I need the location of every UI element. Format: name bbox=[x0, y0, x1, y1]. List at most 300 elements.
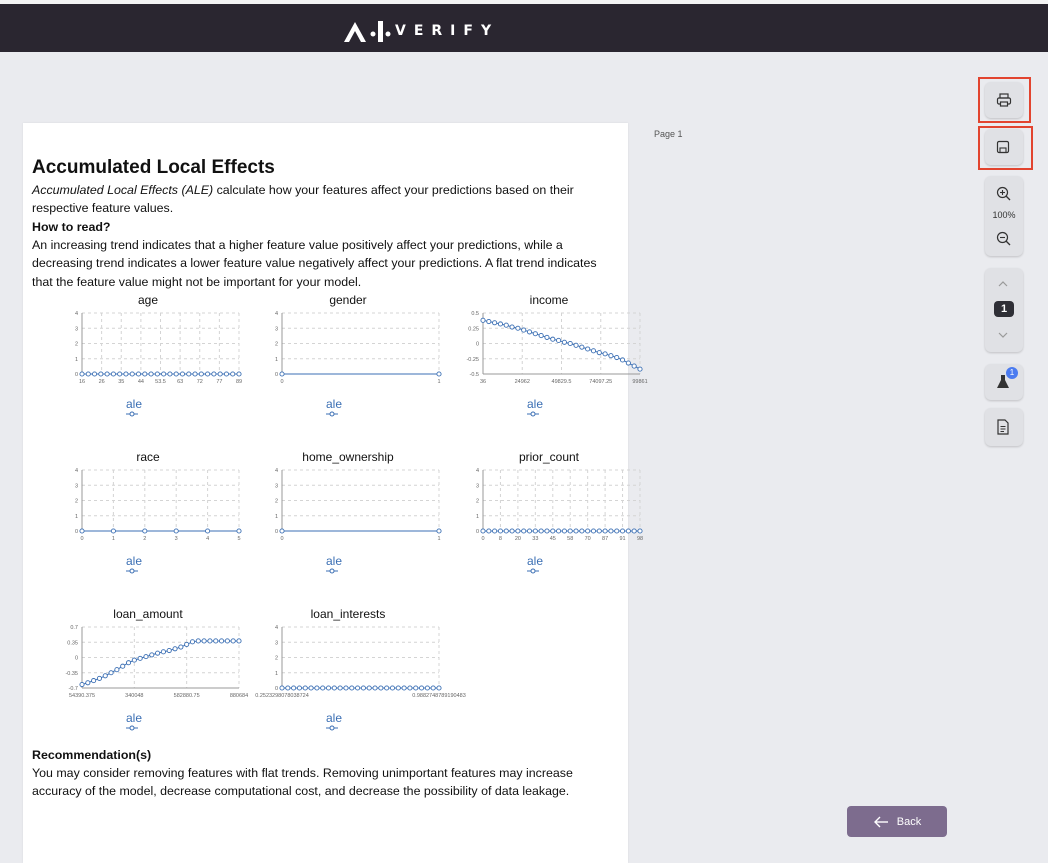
data-point bbox=[190, 640, 194, 644]
y-tick-label: 1 bbox=[475, 513, 479, 520]
data-point bbox=[493, 321, 497, 325]
data-point bbox=[237, 639, 241, 643]
data-point bbox=[202, 639, 206, 643]
data-point bbox=[632, 529, 636, 533]
printer-icon bbox=[996, 93, 1012, 107]
data-point bbox=[196, 639, 200, 643]
chevron-down-icon[interactable] bbox=[996, 331, 1010, 339]
data-point bbox=[86, 681, 90, 685]
legend-label: ale bbox=[527, 554, 544, 568]
data-point bbox=[609, 354, 613, 358]
data-point bbox=[522, 328, 526, 332]
chart-legend[interactable] bbox=[126, 554, 142, 568]
x-tick-label: 0.2523298078038724 bbox=[255, 693, 309, 699]
chart-legend[interactable] bbox=[126, 397, 142, 411]
chart-legend[interactable] bbox=[326, 397, 342, 411]
save-button[interactable] bbox=[985, 129, 1023, 165]
y-tick-label: -0.35 bbox=[65, 670, 78, 677]
how-to-read-heading: How to read? bbox=[32, 220, 111, 234]
data-point bbox=[80, 372, 84, 376]
tests-button[interactable] bbox=[985, 364, 1023, 400]
y-tick-label: 0 bbox=[74, 372, 78, 378]
data-point bbox=[280, 372, 284, 376]
y-tick-label: -0.5 bbox=[469, 372, 479, 378]
x-tick-label: 5 bbox=[237, 536, 241, 542]
data-point bbox=[208, 639, 212, 643]
data-point bbox=[86, 372, 90, 376]
chart-title: age bbox=[137, 293, 159, 307]
data-point bbox=[597, 351, 601, 355]
y-tick-label: 1 bbox=[74, 513, 78, 520]
data-point bbox=[487, 319, 491, 323]
data-point bbox=[150, 653, 154, 657]
brand-name: VERIFY bbox=[395, 23, 500, 39]
data-point bbox=[124, 372, 128, 376]
x-tick-label: 33 bbox=[532, 536, 539, 542]
data-point bbox=[109, 671, 113, 675]
data-point bbox=[597, 529, 601, 533]
x-tick-label: 63 bbox=[177, 379, 184, 385]
data-point bbox=[586, 347, 590, 351]
data-point bbox=[632, 364, 636, 368]
data-point bbox=[338, 686, 342, 690]
data-point bbox=[173, 647, 177, 651]
chart-title: race bbox=[136, 450, 160, 464]
y-tick-label: 3 bbox=[274, 640, 278, 647]
x-tick-label: 49829.5 bbox=[551, 379, 572, 385]
y-tick-label: 1 bbox=[274, 513, 278, 520]
chart-legend[interactable] bbox=[527, 397, 543, 411]
legend-label: ale bbox=[326, 554, 343, 568]
y-tick-label: 3 bbox=[74, 326, 78, 333]
data-point bbox=[402, 686, 406, 690]
zoom-in-icon[interactable] bbox=[996, 186, 1011, 201]
x-tick-label: 36 bbox=[479, 379, 487, 385]
chart-race bbox=[48, 450, 248, 590]
data-point bbox=[527, 330, 531, 334]
chart-plot bbox=[449, 307, 649, 387]
data-point bbox=[562, 340, 566, 344]
page-navigator bbox=[985, 268, 1023, 352]
data-point bbox=[179, 645, 183, 649]
data-point bbox=[97, 676, 101, 680]
data-point bbox=[218, 372, 222, 376]
data-point bbox=[379, 686, 383, 690]
y-tick-label: 2 bbox=[74, 341, 78, 348]
data-point bbox=[126, 661, 130, 665]
data-point bbox=[206, 372, 210, 376]
data-point bbox=[155, 651, 159, 655]
data-point bbox=[510, 325, 514, 329]
data-point bbox=[136, 372, 140, 376]
data-point bbox=[580, 345, 584, 349]
data-point bbox=[303, 686, 307, 690]
legend-marker-icon bbox=[126, 568, 138, 574]
y-tick-label: 2 bbox=[74, 498, 78, 505]
x-tick-label: 0 bbox=[280, 379, 284, 385]
data-point bbox=[297, 686, 301, 690]
legend-label: ale bbox=[126, 397, 143, 411]
x-tick-label: 45 bbox=[549, 536, 556, 542]
data-point bbox=[487, 529, 491, 533]
save-icon bbox=[996, 140, 1010, 154]
x-tick-label: 582880.75 bbox=[173, 693, 200, 699]
x-tick-label: 3 bbox=[174, 536, 178, 542]
back-button[interactable] bbox=[847, 806, 947, 837]
x-tick-label: 54390.375 bbox=[69, 693, 95, 699]
data-point bbox=[121, 664, 125, 668]
y-tick-label: 1 bbox=[74, 356, 78, 363]
data-point bbox=[231, 372, 235, 376]
data-point bbox=[292, 686, 296, 690]
chart-title: loan_interests bbox=[310, 607, 386, 621]
data-point bbox=[516, 529, 520, 533]
chart-loan-interests bbox=[248, 607, 466, 747]
intro-term: Accumulated Local Effects (ALE) bbox=[32, 183, 214, 197]
x-tick-label: 0 bbox=[481, 536, 485, 542]
data-point bbox=[332, 686, 336, 690]
chart-plot bbox=[48, 621, 248, 701]
legend-marker-icon bbox=[126, 725, 138, 731]
y-tick-label: 4 bbox=[274, 625, 278, 631]
y-tick-label: 0 bbox=[74, 655, 78, 662]
x-tick-label: 1 bbox=[111, 536, 115, 542]
data-point bbox=[144, 655, 148, 659]
data-point bbox=[481, 529, 485, 533]
data-point bbox=[498, 322, 502, 326]
data-point bbox=[111, 529, 115, 533]
data-point bbox=[367, 686, 371, 690]
brand-logo bbox=[343, 18, 499, 44]
data-point bbox=[527, 529, 531, 533]
data-point bbox=[92, 372, 96, 376]
x-tick-label: 35 bbox=[118, 379, 125, 385]
data-point bbox=[533, 332, 537, 336]
x-tick-label: 0 bbox=[80, 536, 84, 542]
data-point bbox=[556, 529, 560, 533]
y-tick-label: 0 bbox=[274, 686, 278, 692]
chart-legend[interactable] bbox=[326, 711, 342, 725]
recommendation-body: You may consider removing features with flat trends. Removing unimportant features may increase accuracy of the model, decrease computational cost, and decrease the possibility of data leakage. bbox=[32, 766, 573, 799]
chart-plot bbox=[248, 621, 466, 701]
x-tick-label: 1 bbox=[437, 379, 441, 385]
data-point bbox=[516, 326, 520, 330]
x-tick-label: 44 bbox=[137, 379, 144, 385]
y-tick-label: 4 bbox=[274, 311, 278, 317]
print-button[interactable] bbox=[985, 82, 1023, 118]
zoom-level: 100% bbox=[992, 210, 1016, 220]
data-point bbox=[620, 529, 624, 533]
chart-loan-amount bbox=[48, 607, 248, 747]
x-tick-label: 91 bbox=[619, 536, 626, 542]
page-title: Accumulated Local Effects bbox=[32, 157, 275, 178]
y-tick-label: 4 bbox=[475, 468, 479, 474]
y-tick-label: 1 bbox=[274, 670, 278, 677]
data-point bbox=[539, 529, 543, 533]
data-point bbox=[237, 372, 241, 376]
intro-text bbox=[32, 181, 617, 218]
data-point bbox=[231, 639, 235, 643]
data-point bbox=[638, 367, 642, 371]
document-button[interactable] bbox=[985, 408, 1023, 446]
recommendation-heading: Recommendation(s) bbox=[32, 748, 152, 762]
chart-plot bbox=[48, 307, 248, 387]
legend-marker-icon bbox=[326, 725, 338, 731]
data-point bbox=[143, 372, 147, 376]
tests-badge: 1 bbox=[1006, 367, 1018, 379]
legend-marker-icon bbox=[326, 568, 338, 574]
data-point bbox=[493, 529, 497, 533]
data-point bbox=[609, 529, 613, 533]
data-point bbox=[437, 372, 441, 376]
x-tick-label: 26 bbox=[98, 379, 105, 385]
chart-legend[interactable] bbox=[527, 554, 543, 568]
data-point bbox=[80, 529, 84, 533]
x-tick-label: 24962 bbox=[514, 379, 530, 385]
x-tick-label: 0 bbox=[280, 536, 284, 542]
back-label: Back bbox=[896, 815, 922, 828]
chart-income bbox=[449, 293, 649, 433]
x-tick-label: 58 bbox=[567, 536, 574, 542]
data-point bbox=[80, 682, 84, 686]
y-tick-label: 4 bbox=[274, 468, 278, 474]
chevron-up-icon[interactable] bbox=[996, 280, 1010, 288]
data-point bbox=[586, 529, 590, 533]
chart-legend[interactable] bbox=[326, 554, 342, 568]
y-tick-label: 3 bbox=[274, 326, 278, 333]
data-point bbox=[350, 686, 354, 690]
data-point bbox=[286, 686, 290, 690]
data-point bbox=[326, 686, 330, 690]
data-point bbox=[533, 529, 537, 533]
data-point bbox=[149, 372, 153, 376]
data-point bbox=[425, 686, 429, 690]
data-point bbox=[199, 372, 203, 376]
x-tick-label: 99861 bbox=[632, 379, 648, 385]
y-tick-label: 1 bbox=[274, 356, 278, 363]
data-point bbox=[224, 372, 228, 376]
data-point bbox=[187, 372, 191, 376]
data-point bbox=[219, 639, 223, 643]
y-tick-label: 3 bbox=[74, 483, 78, 490]
x-tick-label: 89 bbox=[235, 379, 243, 385]
y-tick-label: 2 bbox=[274, 655, 278, 662]
data-point bbox=[105, 372, 109, 376]
y-tick-label: 3 bbox=[274, 483, 278, 490]
zoom-out-icon[interactable] bbox=[996, 231, 1011, 246]
legend-marker-icon bbox=[527, 411, 539, 417]
data-point bbox=[626, 529, 630, 533]
legend-marker-icon bbox=[126, 411, 138, 417]
data-point bbox=[237, 529, 241, 533]
legend-label: ale bbox=[326, 711, 343, 725]
legend-marker-icon bbox=[326, 411, 338, 417]
page-label: Page 1 bbox=[654, 129, 683, 139]
data-point bbox=[355, 686, 359, 690]
data-point bbox=[545, 335, 549, 339]
x-tick-label: 1 bbox=[437, 536, 441, 542]
chart-plot bbox=[248, 307, 448, 387]
data-point bbox=[115, 668, 119, 672]
data-point bbox=[498, 529, 502, 533]
y-tick-label: 2 bbox=[475, 498, 479, 505]
x-tick-label: 72 bbox=[196, 379, 203, 385]
x-tick-label: 2 bbox=[143, 536, 147, 542]
data-point bbox=[130, 372, 134, 376]
data-point bbox=[396, 686, 400, 690]
y-tick-label: 0 bbox=[74, 529, 78, 535]
y-tick-label: 2 bbox=[274, 341, 278, 348]
data-point bbox=[510, 529, 514, 533]
x-tick-label: 20 bbox=[514, 536, 521, 542]
zoom-controls bbox=[985, 176, 1023, 256]
y-tick-label: 0.35 bbox=[67, 640, 78, 647]
legend-label: ale bbox=[326, 397, 343, 411]
report-page bbox=[23, 123, 648, 863]
data-point bbox=[481, 318, 485, 322]
data-point bbox=[551, 529, 555, 533]
legend-label: ale bbox=[126, 711, 143, 725]
x-tick-label: 880684 bbox=[229, 693, 249, 699]
chart-legend[interactable] bbox=[126, 711, 142, 725]
data-point bbox=[551, 337, 555, 341]
data-point bbox=[180, 372, 184, 376]
data-point bbox=[522, 529, 526, 533]
data-point bbox=[138, 656, 142, 660]
data-point bbox=[161, 650, 165, 654]
chart-title: prior_count bbox=[518, 450, 580, 464]
data-point bbox=[167, 648, 171, 652]
data-point bbox=[431, 686, 435, 690]
data-point bbox=[321, 686, 325, 690]
data-point bbox=[504, 323, 508, 327]
x-tick-label: 53.5 bbox=[155, 379, 166, 385]
y-tick-label: 0.7 bbox=[70, 625, 78, 631]
data-point bbox=[143, 529, 147, 533]
y-tick-label: 0 bbox=[475, 341, 479, 348]
current-page: 1 bbox=[994, 301, 1014, 317]
data-point bbox=[562, 529, 566, 533]
data-point bbox=[615, 355, 619, 359]
y-tick-label: 4 bbox=[74, 468, 78, 474]
data-point bbox=[580, 529, 584, 533]
x-tick-label: 8 bbox=[498, 536, 502, 542]
how-to-read-body: An increasing trend indicates that a higher feature value positively affect your predictions, while a decreasing trend indicates a lower feature value negatively affect your predictions. A flat trend indicates that the feature value might not be important for your model. bbox=[32, 238, 597, 289]
x-tick-label: 0.9882748789190483 bbox=[412, 693, 466, 699]
data-point bbox=[626, 361, 630, 365]
data-point bbox=[504, 529, 508, 533]
data-point bbox=[419, 686, 423, 690]
data-point bbox=[185, 642, 189, 646]
data-point bbox=[111, 372, 115, 376]
intro-rest: calculate how your features affect your predictions based on their respective feature values. bbox=[32, 183, 574, 216]
chart-title: home_ownership bbox=[302, 450, 394, 464]
legend-label: ale bbox=[126, 554, 143, 568]
data-point bbox=[212, 372, 216, 376]
x-tick-label: 4 bbox=[206, 536, 210, 542]
x-tick-label: 87 bbox=[602, 536, 609, 542]
data-point bbox=[193, 372, 197, 376]
data-point bbox=[603, 352, 607, 356]
data-point bbox=[615, 529, 619, 533]
data-point bbox=[638, 529, 642, 533]
arrow-left-icon bbox=[873, 816, 889, 828]
data-point bbox=[280, 529, 284, 533]
data-point bbox=[414, 686, 418, 690]
data-point bbox=[168, 372, 172, 376]
chart-age bbox=[48, 293, 248, 433]
data-point bbox=[390, 686, 394, 690]
data-point bbox=[280, 686, 284, 690]
y-tick-label: 3 bbox=[475, 483, 479, 490]
app-header bbox=[0, 4, 1048, 52]
data-point bbox=[214, 639, 218, 643]
data-point bbox=[574, 343, 578, 347]
y-tick-label: 4 bbox=[74, 311, 78, 317]
y-tick-label: 0 bbox=[274, 372, 278, 378]
data-point bbox=[574, 529, 578, 533]
chart-prior-count bbox=[449, 450, 649, 590]
data-point bbox=[309, 686, 313, 690]
data-point bbox=[591, 349, 595, 353]
data-point bbox=[603, 529, 607, 533]
x-tick-label: 77 bbox=[216, 379, 223, 385]
data-point bbox=[162, 372, 166, 376]
chart-title: gender bbox=[329, 293, 367, 307]
data-point bbox=[568, 341, 572, 345]
data-point bbox=[206, 529, 210, 533]
y-tick-label: 0 bbox=[274, 529, 278, 535]
y-tick-label: -0.7 bbox=[68, 686, 78, 692]
data-point bbox=[174, 372, 178, 376]
x-tick-label: 340048 bbox=[125, 693, 144, 699]
data-point bbox=[174, 529, 178, 533]
data-point bbox=[545, 529, 549, 533]
legend-marker-icon bbox=[527, 568, 539, 574]
data-point bbox=[155, 372, 159, 376]
chart-title: loan_amount bbox=[113, 607, 183, 621]
y-tick-label: 0 bbox=[475, 529, 479, 535]
data-point bbox=[408, 686, 412, 690]
data-point bbox=[620, 358, 624, 362]
data-point bbox=[344, 686, 348, 690]
data-point bbox=[556, 338, 560, 342]
data-point bbox=[568, 529, 572, 533]
chart-title: income bbox=[529, 293, 569, 307]
x-tick-label: 74097.25 bbox=[589, 379, 613, 385]
data-point bbox=[591, 529, 595, 533]
data-point bbox=[132, 658, 136, 662]
x-tick-label: 70 bbox=[584, 536, 591, 542]
logo-mark-icon bbox=[343, 18, 391, 44]
document-icon bbox=[996, 419, 1010, 435]
y-tick-label: 2 bbox=[274, 498, 278, 505]
data-point bbox=[361, 686, 365, 690]
y-tick-label: -0.25 bbox=[466, 356, 479, 363]
chart-plot bbox=[449, 464, 649, 544]
data-point bbox=[437, 686, 441, 690]
data-point bbox=[99, 372, 103, 376]
data-point bbox=[539, 333, 543, 337]
y-tick-label: 0.25 bbox=[468, 326, 479, 333]
data-point bbox=[373, 686, 377, 690]
legend-label: ale bbox=[527, 397, 544, 411]
chart-plot bbox=[48, 464, 248, 544]
data-point bbox=[103, 674, 107, 678]
data-point bbox=[437, 529, 441, 533]
x-tick-label: 16 bbox=[78, 379, 86, 385]
chart-plot bbox=[248, 464, 448, 544]
